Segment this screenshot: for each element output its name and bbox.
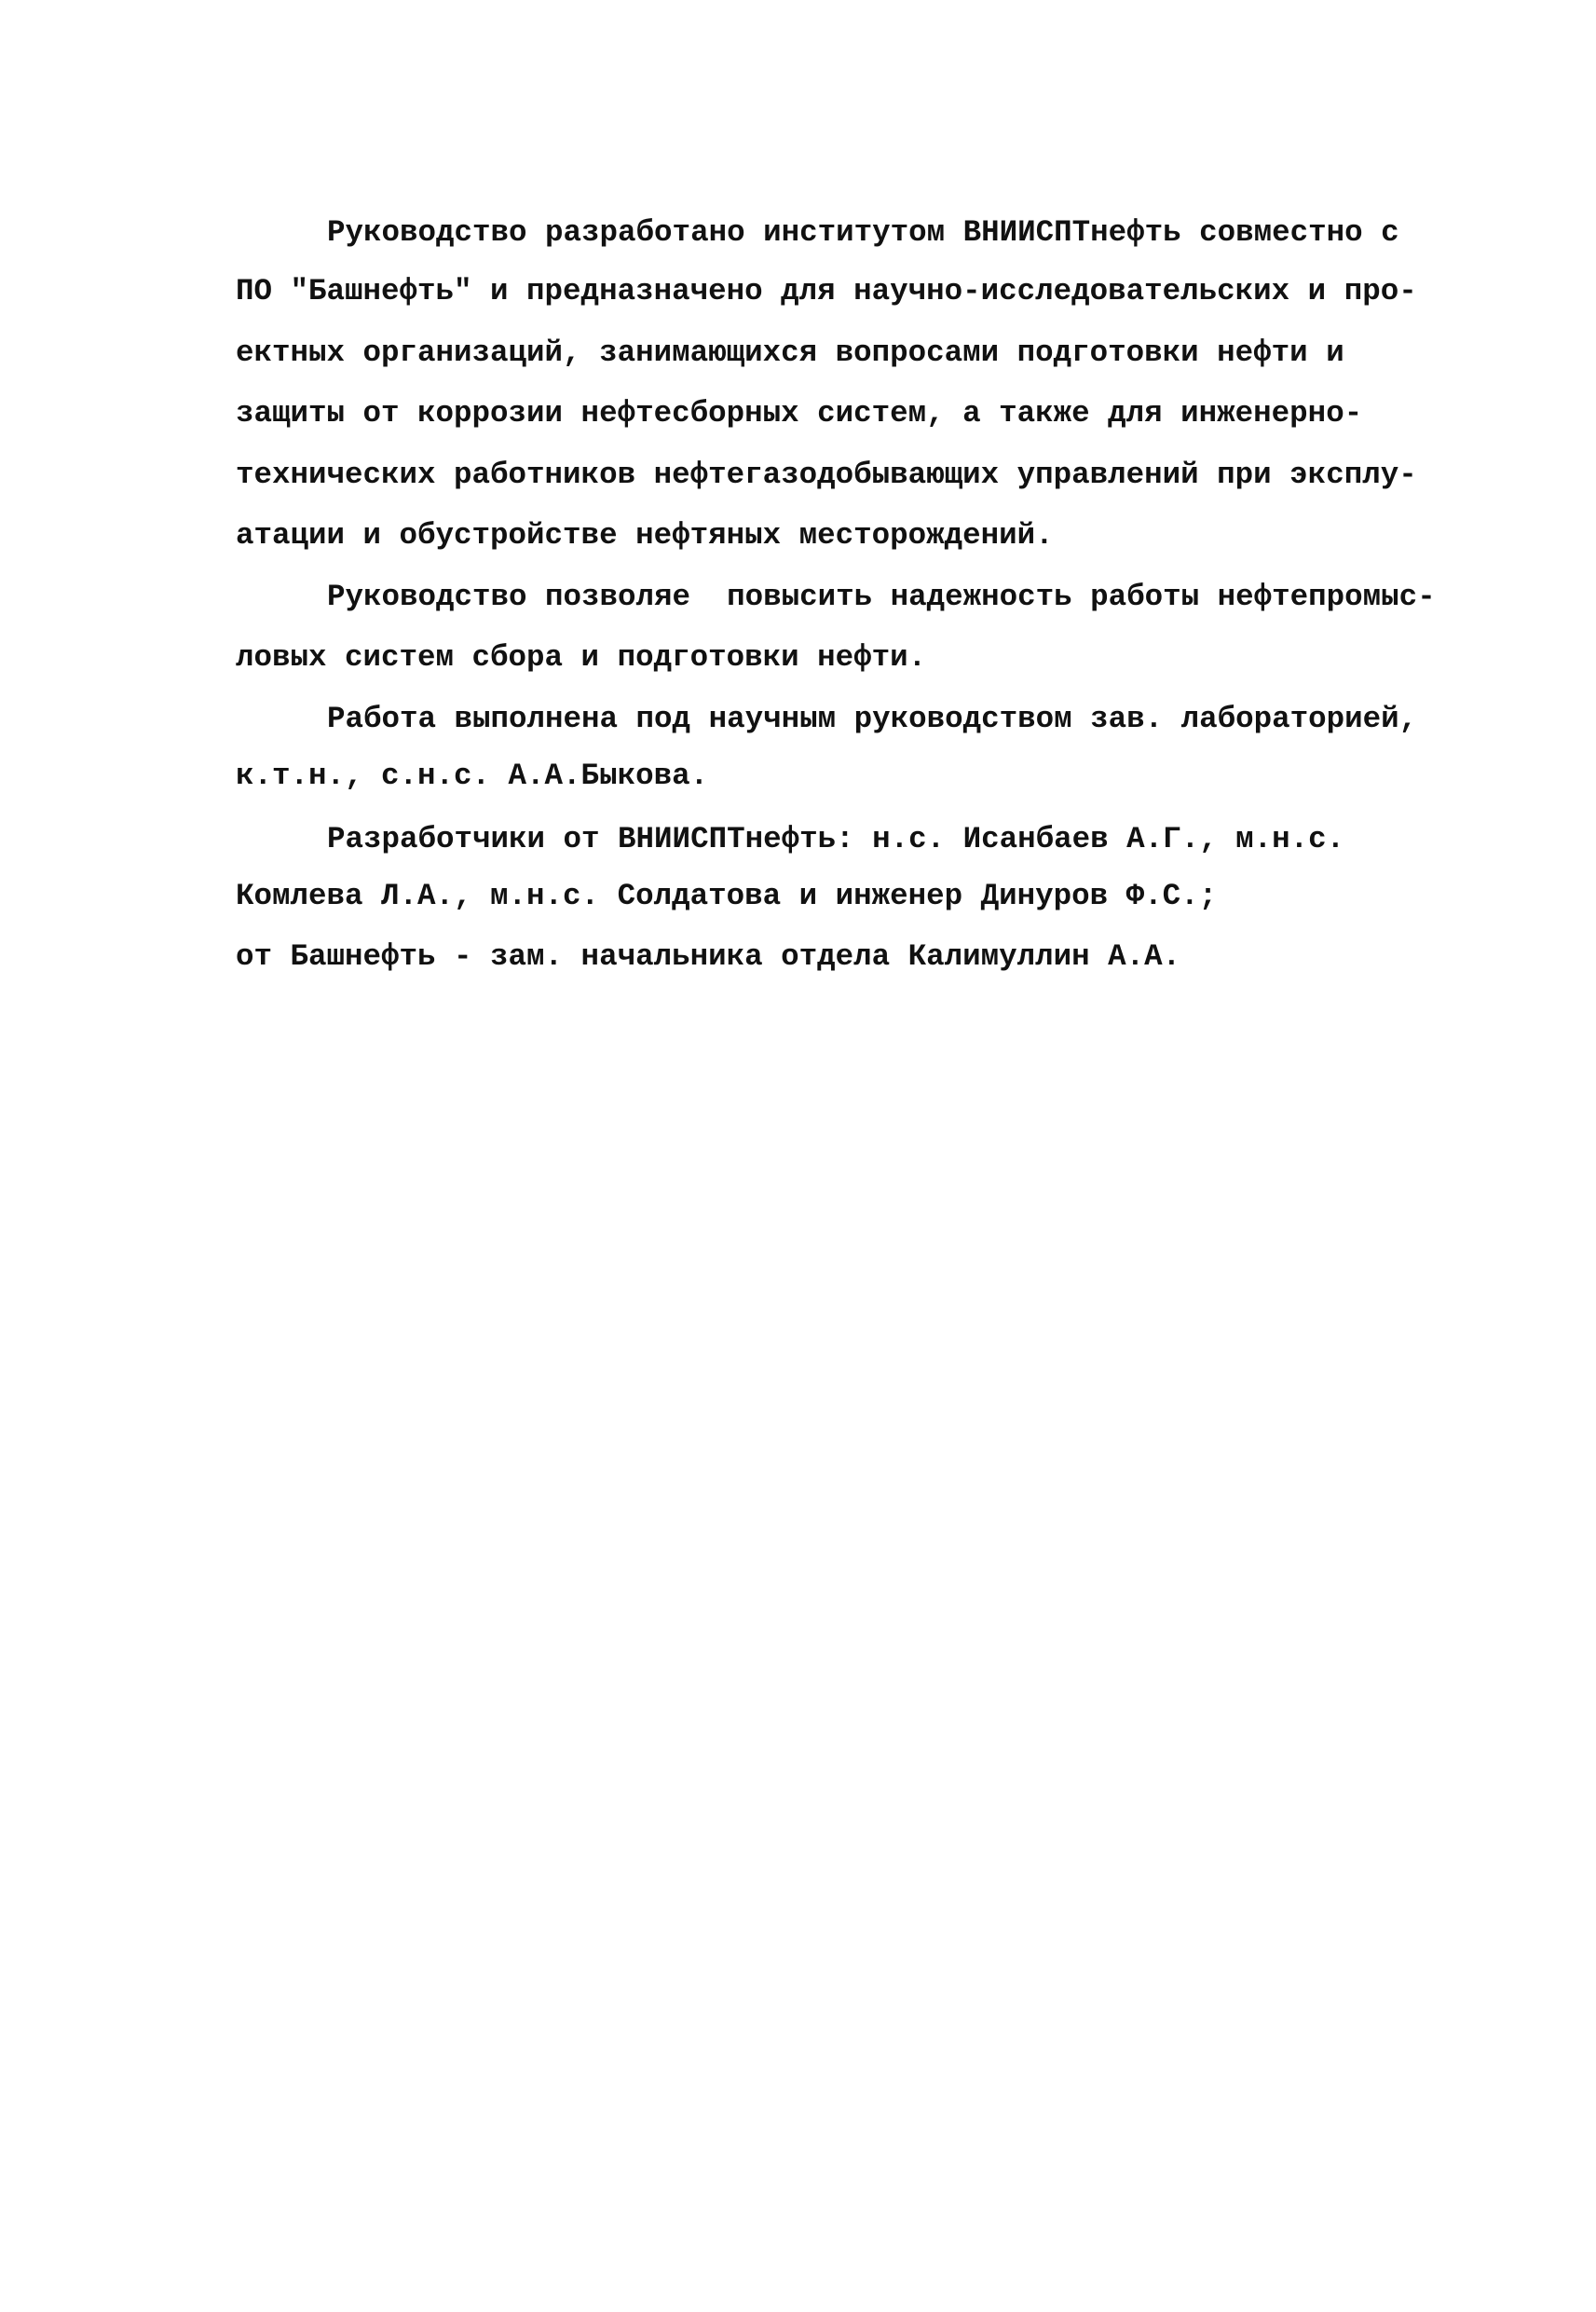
text-line: ПО "Башнефть" и предназначено для научно-исследовательских и про- bbox=[236, 274, 1417, 308]
text-line: Работа выполнена под научным руководством зав. лабораторией, bbox=[327, 702, 1418, 736]
text-line: технических работников нефтегазодобывающих управлений при эксплу- bbox=[236, 458, 1417, 492]
text-line: Разработчики от ВНИИСПТнефть: н.с. Исанбаев А.Г., м.н.с. bbox=[327, 822, 1345, 856]
text-line: Комлева Л.А., м.н.с. Солдатова и инженер Динуров Ф.С.; bbox=[236, 879, 1218, 913]
text-line: ловых систем сбора и подготовки нефти. bbox=[236, 640, 927, 675]
text-line: Руководство позволяе повысить надежность работы нефтепромыс- bbox=[327, 580, 1436, 614]
text-line: атации и обустройстве нефтяных месторождений. bbox=[236, 518, 1054, 553]
text-line: ектных организаций, занимающихся вопросами подготовки нефти и bbox=[236, 335, 1344, 370]
text-line: Руководство разработано институтом ВНИИСПТнефть совместно с bbox=[327, 215, 1399, 250]
text-line: защиты от коррозии нефтесборных систем, а также для инженерно- bbox=[236, 396, 1363, 431]
text-line: к.т.н., с.н.с. А.А.Быкова. bbox=[236, 759, 709, 793]
text-line: от Башнефть - зам. начальника отдела Калимуллин А.А. bbox=[236, 939, 1181, 974]
